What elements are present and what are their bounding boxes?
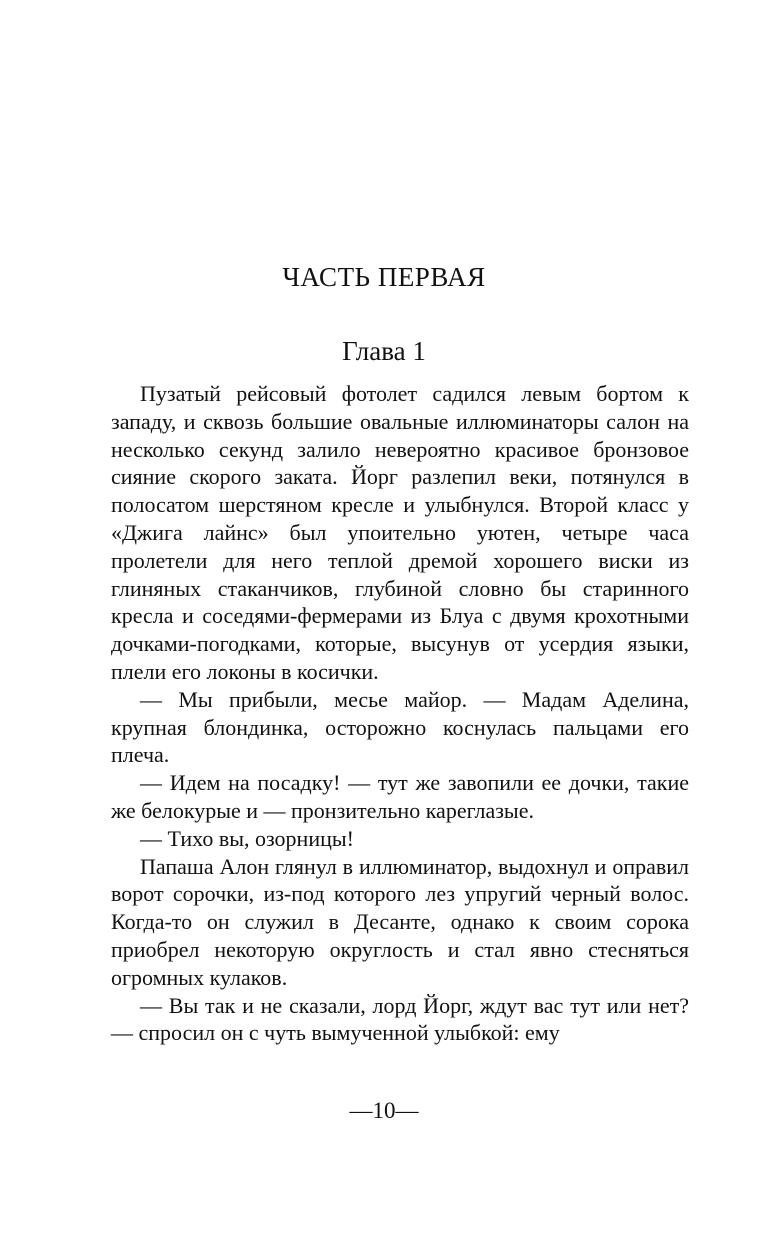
chapter-title: Глава 1 bbox=[342, 336, 426, 366]
paragraph: — Мы прибыли, месье майор. — Мадам Аделина, крупная блондинка, осторожно коснулась пальцами его плеча. bbox=[111, 686, 689, 768]
paragraph: — Тихо вы, озорницы! bbox=[140, 825, 354, 851]
paragraph: Папаша Алон глянул в иллюминатор, выдохнул и оправил ворот сорочки, из-под которого лез упругий черный волос. Когда-то он служил в Десанте, однако к своим сорока приобрел некоторую округлость и стал явно стесняться огромных кулаков. bbox=[111, 853, 689, 990]
paragraph: — Вы так и не сказали, лорд Йорг, ждут вас тут или нет? — спросил он с чуть вымученной улыбкой: ему bbox=[111, 992, 689, 1046]
page-number: —10— bbox=[349, 1098, 419, 1123]
chapter-text bbox=[111, 380, 689, 1047]
paragraph: — Идем на посадку! — тут же завопили ее дочки, такие же белокурые и — пронзительно кареглазые. bbox=[111, 770, 689, 823]
paragraph: Пузатый рейсовый фотолет садился левым бортом к западу, и сквозь большие овальные иллюминаторы салон на несколько секунд залило невероятно красивое бронзовое сияние скорого заката. Йорг разлепил веки, потянулся в полосатом шерстяном кресле и улыбнулся. Второй класс у «Джига лайнс» был упоительно уютен, четыре часа пролетели для него теплой дремой хорошего виски из глиняных стаканчиков, глубиной словно бы старинного кресла и соседями-фермерами из Блуа с двумя крохотными дочками-погодками, которые, высунув от усердия языки, плели его локоны в косички. bbox=[111, 381, 689, 684]
part-title: ЧАСТЬ ПЕРВАЯ bbox=[282, 262, 486, 292]
